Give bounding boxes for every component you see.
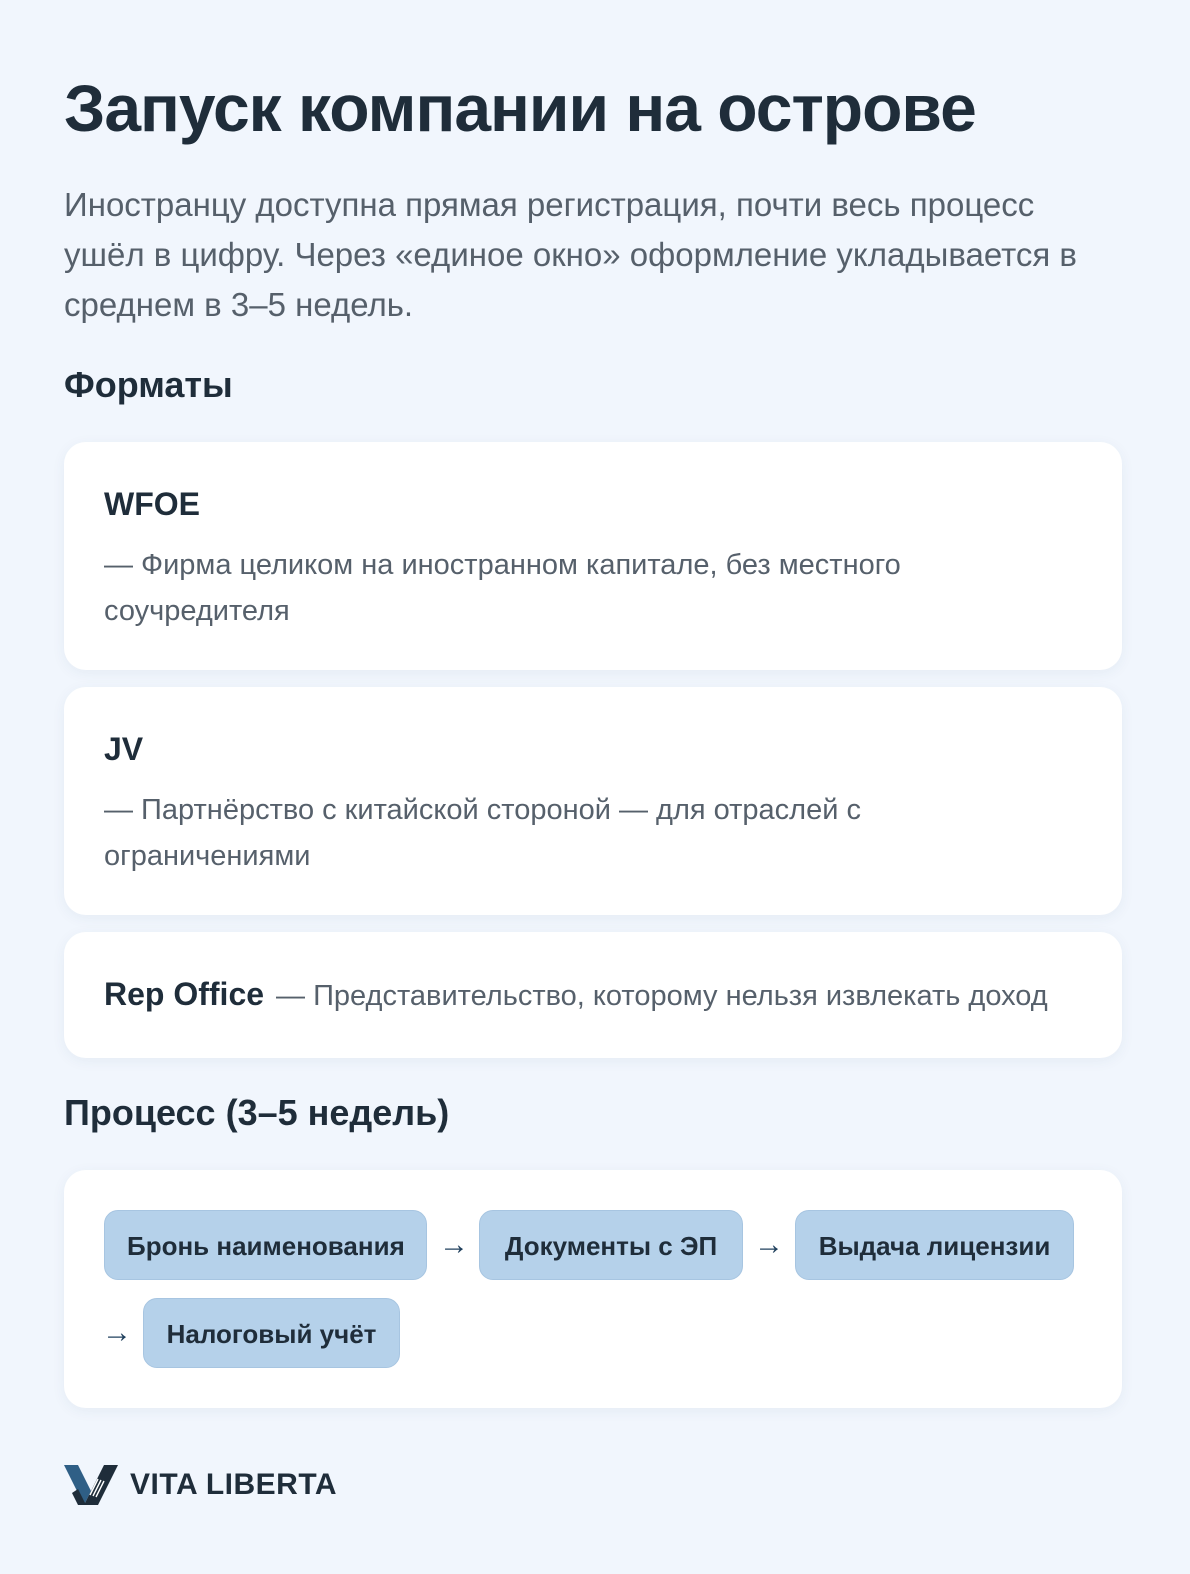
page-title: Запуск компании на острове	[64, 71, 976, 145]
brand-name: VITA LIBERTA	[130, 1468, 338, 1501]
format-card-rep-office	[64, 932, 1122, 1058]
arrow-right-icon: →	[102, 1316, 132, 1349]
format-row	[104, 976, 1048, 1013]
formats-heading: Форматы	[64, 364, 233, 405]
format-name: Rep Office	[104, 976, 265, 1012]
brand-logo	[64, 1462, 337, 1508]
format-name: JV	[104, 731, 144, 767]
lead-paragraph: Иностранцу доступна прямая регистрация, почти весь процесс ушёл в цифру. Через «единое окно» оформление укладывается в среднем в 3–5 недель.	[64, 186, 1077, 323]
process-step-tax-registration: Налоговый учёт	[143, 1298, 400, 1368]
format-description: — Партнёрство с китайской стороной — для отраслей с ограничениями	[104, 794, 861, 872]
arrow-right-icon: →	[754, 1228, 784, 1261]
format-card-jv	[64, 687, 1122, 915]
format-name: WFOE	[104, 486, 200, 522]
format-description: — Представительство, которому нельзя извлекать доход	[276, 980, 1048, 1012]
arrow-right-icon: →	[439, 1228, 469, 1261]
format-description: — Фирма целиком на иностранном капитале, без местного соучредителя	[104, 549, 901, 627]
process-step-name-reservation: Бронь наименования	[104, 1210, 427, 1280]
process-step-license: Выдача лицензии	[795, 1210, 1074, 1280]
process-step-documents: Документы с ЭП	[479, 1210, 743, 1280]
process-card	[64, 1170, 1122, 1408]
vita-liberta-logo-icon	[64, 1465, 118, 1505]
process-heading: Процесс (3–5 недель)	[64, 1092, 450, 1133]
format-card-wfoe	[64, 442, 1122, 670]
